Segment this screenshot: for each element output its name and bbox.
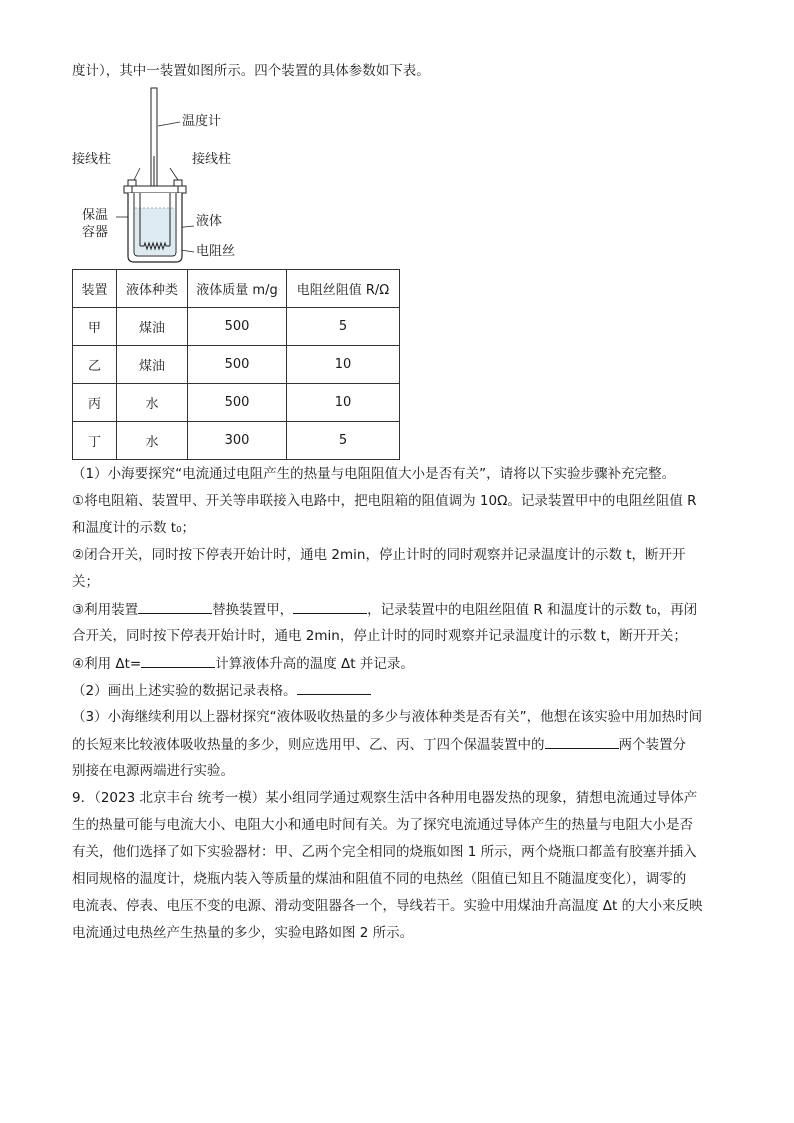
q1-step4-text-1: ④利用 Δt= [72,656,142,672]
q9-line1: 9．（2023 北京丰台 统考一模）某小组同学通过观察生活中各种用电器发热的现象，猜想电流通过导体产 [72,790,698,806]
q1-step3-b: 合开关，同时按下停表开始计时，通电 2min，停止计时的同时观察并记录温度计的示数 t，断开开关； [72,628,687,644]
q9-line2: 生的热量可能与电流大小、电阻大小和通电时间有关。为了探究电流通过导体产生的热量与电阻大小是否 [72,817,693,833]
q1-step3-a [72,599,732,620]
header-cell: 液体质量 m/g [188,270,287,308]
label-container-2: 容器 [82,225,109,240]
table-cell: 300 [188,422,287,460]
label-thermometer: 温度计 [182,114,222,129]
q9-line3: 有关，他们选择了如下实验器材：甲、乙两个完全相同的烧瓶如图 1 所示，两个烧瓶口都盖有胶塞并插入 [72,844,697,860]
q3-line2-text-2: 两个装置分 [618,737,686,753]
answer-blank[interactable] [293,599,367,614]
header-cell: 电阻丝阻值 R/Ω [287,270,400,308]
q1-step3-text-1: ③利用装置 [72,602,139,618]
terminal-right [174,180,182,186]
table-row [73,308,400,346]
table-cell: 水 [117,422,188,460]
table-cell: 500 [188,346,287,384]
table-header-row [73,270,400,308]
q9-line4: 相同规格的温度计，烧瓶内装入等质量的煤油和阻值不同的电热丝（阻值已知且不随温度变化），调零的 [72,871,687,887]
table-cell: 500 [188,308,287,346]
q9-line5: 电流表、停表、电压不变的电源、滑动变阻器各一个，导线若干。实验中用煤油升高温度 Δt 的大小来反映 [72,898,703,914]
q2-text: （2）画出上述实验的数据记录表格。 [72,683,297,699]
q1-step1-b: 和温度计的示数 t₀； [72,520,195,536]
q2-line [72,680,732,701]
apparatus-figure [70,86,270,266]
label-terminal-right: 接线柱 [192,152,232,167]
header-cell: 液体种类 [117,270,188,308]
q1-step2-a: ②闭合开关，同时按下停表开始计时，通电 2min，停止计时的同时观察并记录温度计的示数 t，断开开 [72,547,686,563]
table-cell: 水 [117,384,188,422]
table-cell: 煤油 [117,308,188,346]
table-cell: 甲 [73,308,117,346]
q3-line1: （3）小海继续利用以上器材探究“液体吸收热量的多少与液体种类是否有关”，他想在该实验中用加热时间 [72,709,703,725]
table-cell: 乙 [73,346,117,384]
answer-blank[interactable] [297,680,371,695]
q3-line2 [72,734,732,755]
label-liquid: 液体 [196,214,223,229]
table-row [73,384,400,422]
table-cell: 5 [287,308,400,346]
table-cell: 500 [188,384,287,422]
label-wire: 电阻丝 [196,244,236,259]
table-cell: 丙 [73,384,117,422]
q3-line3: 别接在电源两端进行实验。 [72,763,234,779]
q1-step1-a: ①将电阻箱、装置甲、开关等串联接入电路中，把电阻箱的阻值调为 10Ω。记录装置甲中的电阻丝阻值 R [72,493,697,509]
table-cell: 10 [287,384,400,422]
intro-text: 度计），其中一装置如图所示。四个装置的具体参数如下表。 [72,63,430,79]
label-terminal-left: 接线柱 [72,152,112,167]
answer-blank[interactable] [138,599,212,614]
q1-step4-text-2: 计算液体升高的温度 Δt 并记录。 [215,656,414,672]
table-cell: 10 [287,346,400,384]
answer-blank[interactable] [545,734,619,749]
q1-title: （1）小海要探究“电流通过电阻产生的热量与电阻阻值大小是否有关”，请将以下实验步骤补充完整。 [72,466,676,482]
q3-line2-text-1: 的长短来比较液体吸收热量的多少，则应选用甲、乙、丙、丁四个保温装置中的 [72,737,545,753]
header-cell: 装置 [73,270,117,308]
q1-step3-text-3: ，记录装置中的电阻丝阻值 R 和温度计的示数 t₀，再闭 [367,602,698,618]
parameter-table [72,269,400,460]
q1-step2-b: 关； [72,574,99,590]
table-row [73,422,400,460]
q1-step3-text-2: 替换装置甲， [212,602,294,618]
table-cell: 丁 [73,422,117,460]
table-cell: 煤油 [117,346,188,384]
container-lid [124,186,186,193]
table-row [73,346,400,384]
table-cell: 5 [287,422,400,460]
terminal-left [128,180,136,186]
answer-blank[interactable] [141,653,215,668]
label-container-1: 保温 [82,208,109,223]
q1-step4 [72,653,732,674]
q9-line6: 电流通过电热丝产生热量的多少，实验电路如图 2 所示。 [72,925,414,941]
